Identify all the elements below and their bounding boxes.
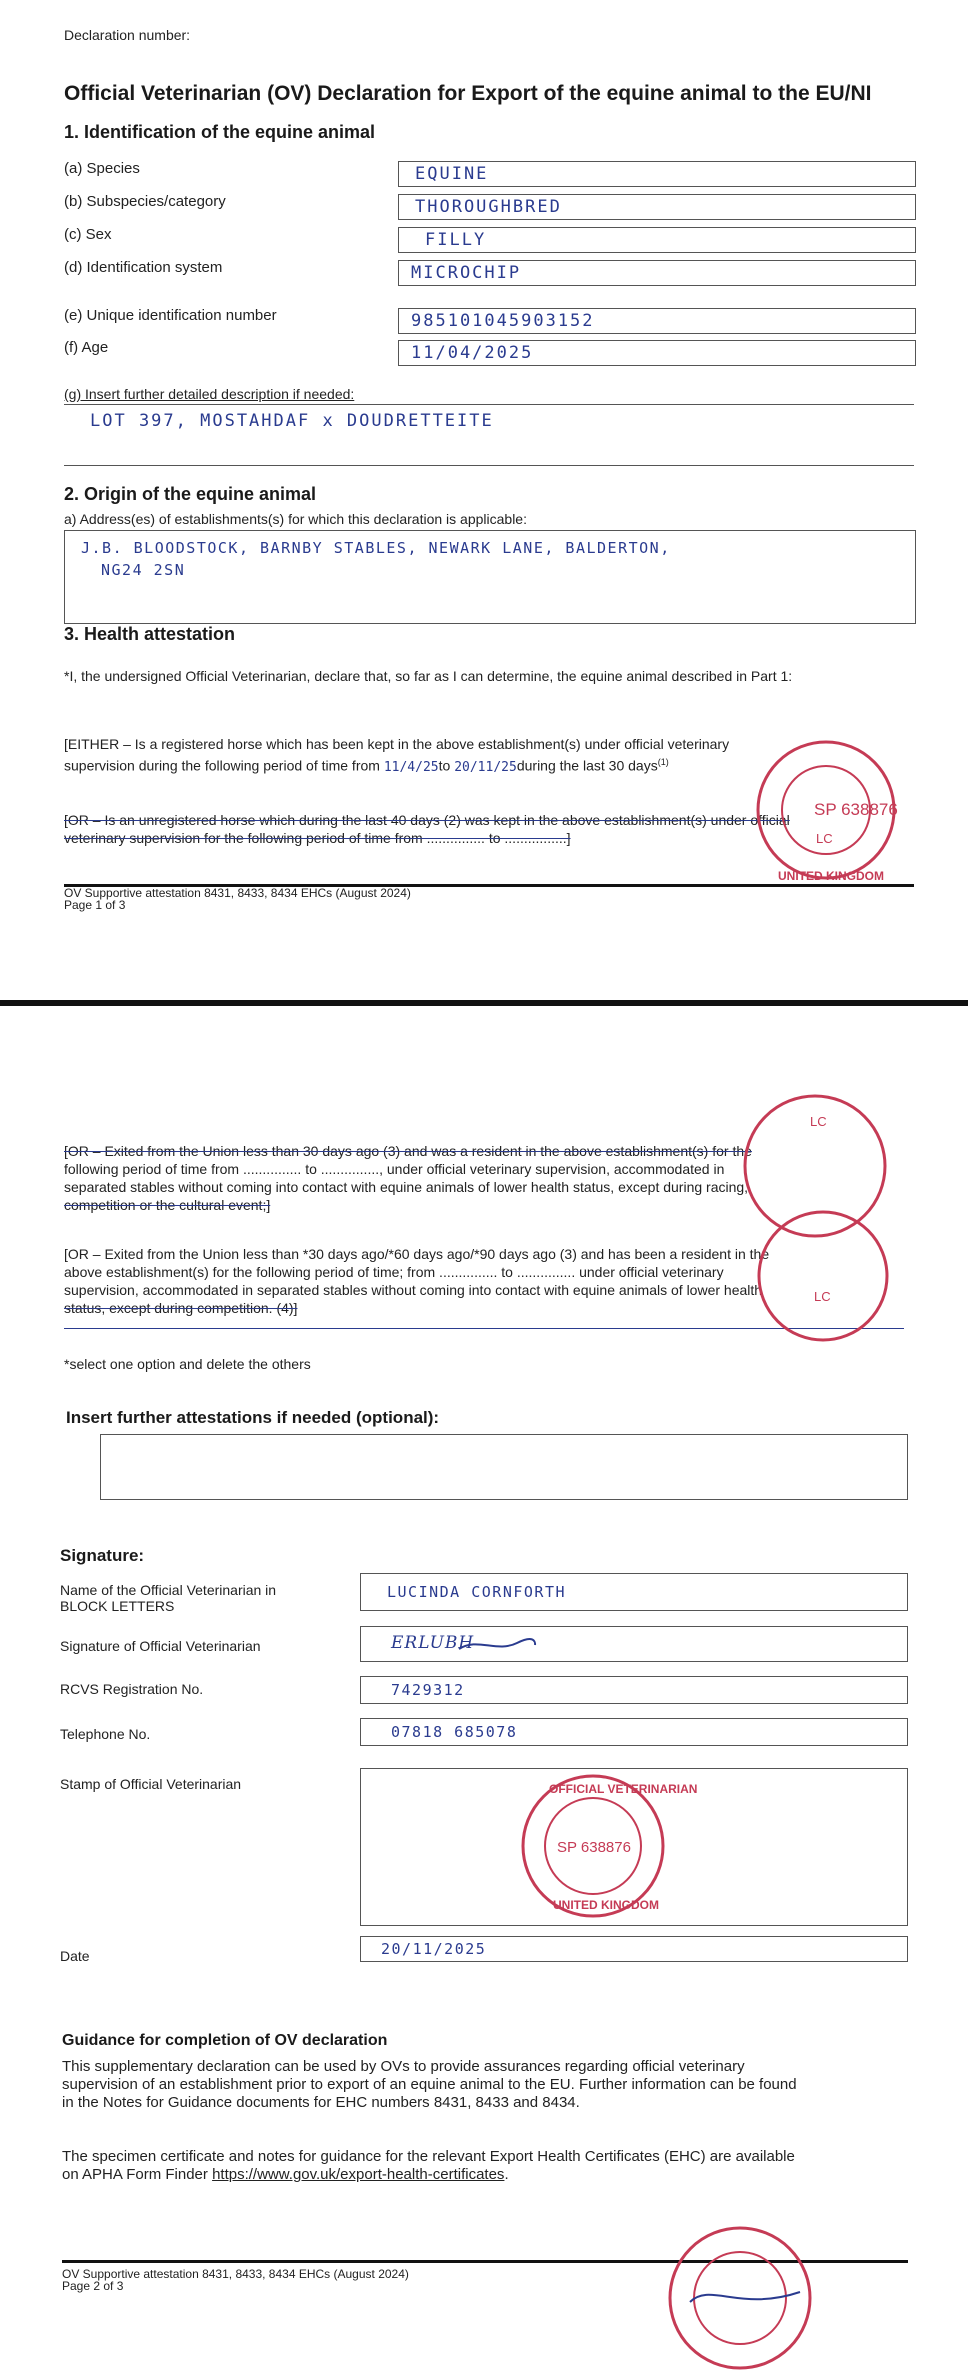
- page-2: [0, 1006, 968, 2376]
- bottom-stamp-icon: [650, 2212, 830, 2372]
- middle-right-stamp-icon: [738, 1206, 908, 1346]
- species-value: EQUINE: [415, 164, 489, 184]
- further-attestations-heading: Insert further attestations if needed (optional):: [66, 1408, 440, 1427]
- guidance-paragraph-1-line-1: This supplementary declaration can be used by OVs to provide assurances regarding official veterinary: [62, 2058, 745, 2075]
- either-from-date: 11/4/25: [383, 759, 439, 775]
- further-description-field[interactable]: [64, 404, 914, 466]
- telephone-value: 07818 685078: [391, 1723, 518, 1741]
- stamp-label: Stamp of Official Veterinarian: [60, 1776, 242, 1792]
- telephone-field[interactable]: [360, 1718, 908, 1746]
- stamp-initials: LC: [816, 831, 833, 846]
- date-field[interactable]: [360, 1936, 908, 1962]
- or-exited-multi-line-4: status, except during competition. (4)]: [64, 1300, 298, 1316]
- either-option-text: supervision during the following period of time from: [64, 757, 380, 774]
- middle-stamp-initials: LC: [814, 1289, 831, 1304]
- ov-stamp-bottom-text: UNITED KINGDOM: [553, 1898, 659, 1912]
- species-label: (a) Species: [64, 160, 140, 177]
- signature-heading: Signature:: [60, 1546, 145, 1565]
- subspecies-value: THOROUGHBRED: [415, 197, 562, 217]
- unique-id-value: 985101045903152: [411, 311, 595, 331]
- or-exited-30-line-4: competition or the cultural event;]: [64, 1197, 271, 1213]
- ov-name-label-2: BLOCK LETTERS: [60, 1598, 175, 1614]
- further-attestations-field[interactable]: [100, 1434, 908, 1500]
- either-option-line-1: [EITHER – Is a registered horse which has been kept in the above establishment(s) under official veterinary: [64, 736, 730, 752]
- rcvs-label: RCVS Registration No.: [60, 1681, 204, 1697]
- unique-id-field[interactable]: [398, 308, 916, 334]
- identification-system-field[interactable]: [398, 260, 916, 286]
- date-value: 20/11/2025: [381, 1940, 487, 1958]
- top-right-stamp-icon: [730, 1086, 900, 1186]
- either-to-word: to: [438, 757, 451, 774]
- or-exited-30-line-2: following period of time from ............... to ..............., under official veterinary supervision, accommodated in: [64, 1161, 725, 1177]
- further-description-value: LOT 397, MOSTAHDAF x DOUDRETTEITE: [90, 411, 494, 431]
- guidance-heading: Guidance for completion of OV declaration: [62, 2032, 388, 2049]
- subspecies-field[interactable]: [398, 194, 916, 220]
- guidance-paragraph-2-end: .: [504, 2166, 509, 2183]
- or-exited-multi-line-3: supervision, accommodated in separated stables without coming into contact with equine animals of lower health: [64, 1282, 763, 1298]
- ov-signature-field[interactable]: [360, 1626, 908, 1662]
- signature-flourish-icon: [457, 1635, 537, 1655]
- ov-stamp-number: SP 638876: [557, 1839, 631, 1856]
- section-2-heading: 2. Origin of the equine animal: [64, 484, 317, 504]
- rcvs-value: 7429312: [391, 1681, 465, 1699]
- ov-name-label-1: Name of the Official Veterinarian in: [60, 1582, 277, 1598]
- or-unregistered-line-1: [OR – Is an unregistered horse which during the last 40 days (2) was kept in the above establishment(s) under official: [64, 812, 790, 828]
- either-footnote-ref: (1): [657, 757, 669, 767]
- page-title: Official Veterinarian (OV) Declaration for Export of the equine animal to the EU/NI: [64, 82, 872, 105]
- unique-id-label: (e) Unique identification number: [64, 307, 277, 324]
- age-label: (f) Age: [64, 339, 109, 356]
- ov-stamp-top-text: OFFICIAL VETERINARIAN: [549, 1782, 698, 1796]
- age-value: 11/04/2025: [411, 343, 534, 363]
- or-exited-multi-line-1: [OR – Exited from the Union less than *30 days ago/*60 days ago/*90 days ago (3) and has been a resident in the: [64, 1246, 770, 1262]
- species-field[interactable]: [398, 161, 916, 187]
- section-3-heading: 3. Health attestation: [64, 624, 236, 644]
- sex-value: FILLY: [425, 230, 487, 250]
- either-option-end: during the last 30 days: [516, 757, 658, 774]
- attestation-intro: *I, the undersigned Official Veterinarian, declare that, so far as I can determine, the equine animal described in Part 1:: [64, 668, 793, 684]
- ov-stamp-icon: [513, 1771, 698, 1921]
- guidance-paragraph-2-text: on APHA Form Finder: [62, 2166, 208, 2183]
- footer-page-number: Page 1 of 3: [64, 898, 126, 912]
- or-exited-multi-line-2: above establishment(s) for the following period of time; from ............... to ............... under official veterinary: [64, 1264, 724, 1280]
- ov-name-value: LUCINDA CORNFORTH: [387, 1583, 567, 1601]
- either-to-date: 20/11/25: [454, 759, 517, 775]
- official-veterinarian-stamp: [728, 738, 924, 888]
- footer-page-number-2: Page 2 of 3: [62, 2279, 124, 2293]
- guidance-paragraph-1-line-3: in the Notes for Guidance documents for EHC numbers 8431, 8433 and 8434.: [62, 2094, 580, 2111]
- either-option-line-2: [64, 754, 669, 776]
- date-label: Date: [60, 1948, 90, 1964]
- address-field[interactable]: [64, 530, 916, 624]
- guidance-paragraph-2-line-2: [62, 2166, 509, 2183]
- stamp-country: UNITED KINGDOM: [778, 869, 884, 883]
- address-label: a) Address(es) of establishments(s) for which this declaration is applicable:: [64, 511, 527, 527]
- address-line-1: J.B. BLOODSTOCK, BARNBY STABLES, NEWARK LANE, BALDERTON,: [81, 539, 671, 557]
- subspecies-label: (b) Subspecies/category: [64, 193, 226, 210]
- sex-label: (c) Sex: [64, 226, 112, 243]
- footer-attestation: OV Supportive attestation 8431, 8433, 8434 EHCs (August 2024): [64, 886, 411, 900]
- guidance-paragraph-1-line-2: supervision of an establishment prior to export of an equine animal to the EU. Further information can be found: [62, 2076, 797, 2093]
- further-description-label: (g) Insert further detailed description if needed:: [64, 386, 355, 402]
- top-stamp-initials: LC: [810, 1114, 827, 1129]
- identification-system-label: (d) Identification system: [64, 259, 223, 276]
- ov-name-field[interactable]: [360, 1573, 908, 1611]
- age-field[interactable]: [398, 340, 916, 366]
- sex-field[interactable]: [398, 227, 916, 253]
- page-1: [0, 0, 968, 1000]
- section-1-heading: 1. Identification of the equine animal: [64, 122, 376, 142]
- identification-system-value: MICROCHIP: [411, 263, 522, 283]
- telephone-label: Telephone No.: [60, 1726, 151, 1742]
- rcvs-field[interactable]: [360, 1676, 908, 1704]
- declaration-number-label: Declaration number:: [64, 27, 191, 43]
- select-option-note: *select one option and delete the others: [64, 1356, 311, 1372]
- ov-signature-value: ERLUBH: [391, 1633, 475, 1653]
- guidance-paragraph-2-line-1: The specimen certificate and notes for guidance for the relevant Export Health Certificates (EHC) are available: [62, 2148, 795, 2165]
- or-exited-30-line-1: [OR – Exited from the Union less than 30 days ago (3) and was a resident in the above establishment(s) for the: [64, 1143, 752, 1159]
- stamp-field[interactable]: [360, 1768, 908, 1926]
- or-exited-30-line-3: separated stables without coming into contact with equine animals of lower health status, except during racing,: [64, 1179, 749, 1195]
- footer-attestation-2: OV Supportive attestation 8431, 8433, 8434 EHCs (August 2024): [62, 2267, 409, 2281]
- stamp-number: SP 638876: [814, 800, 898, 819]
- export-health-certificates-link[interactable]: https://www.gov.uk/export-health-certificates: [212, 2166, 505, 2183]
- ov-signature-label: Signature of Official Veterinarian: [60, 1638, 261, 1654]
- or-unregistered-line-2: veterinary supervision for the following period of time from ............... to ................]: [64, 830, 571, 846]
- address-line-2: NG24 2SN: [101, 561, 186, 579]
